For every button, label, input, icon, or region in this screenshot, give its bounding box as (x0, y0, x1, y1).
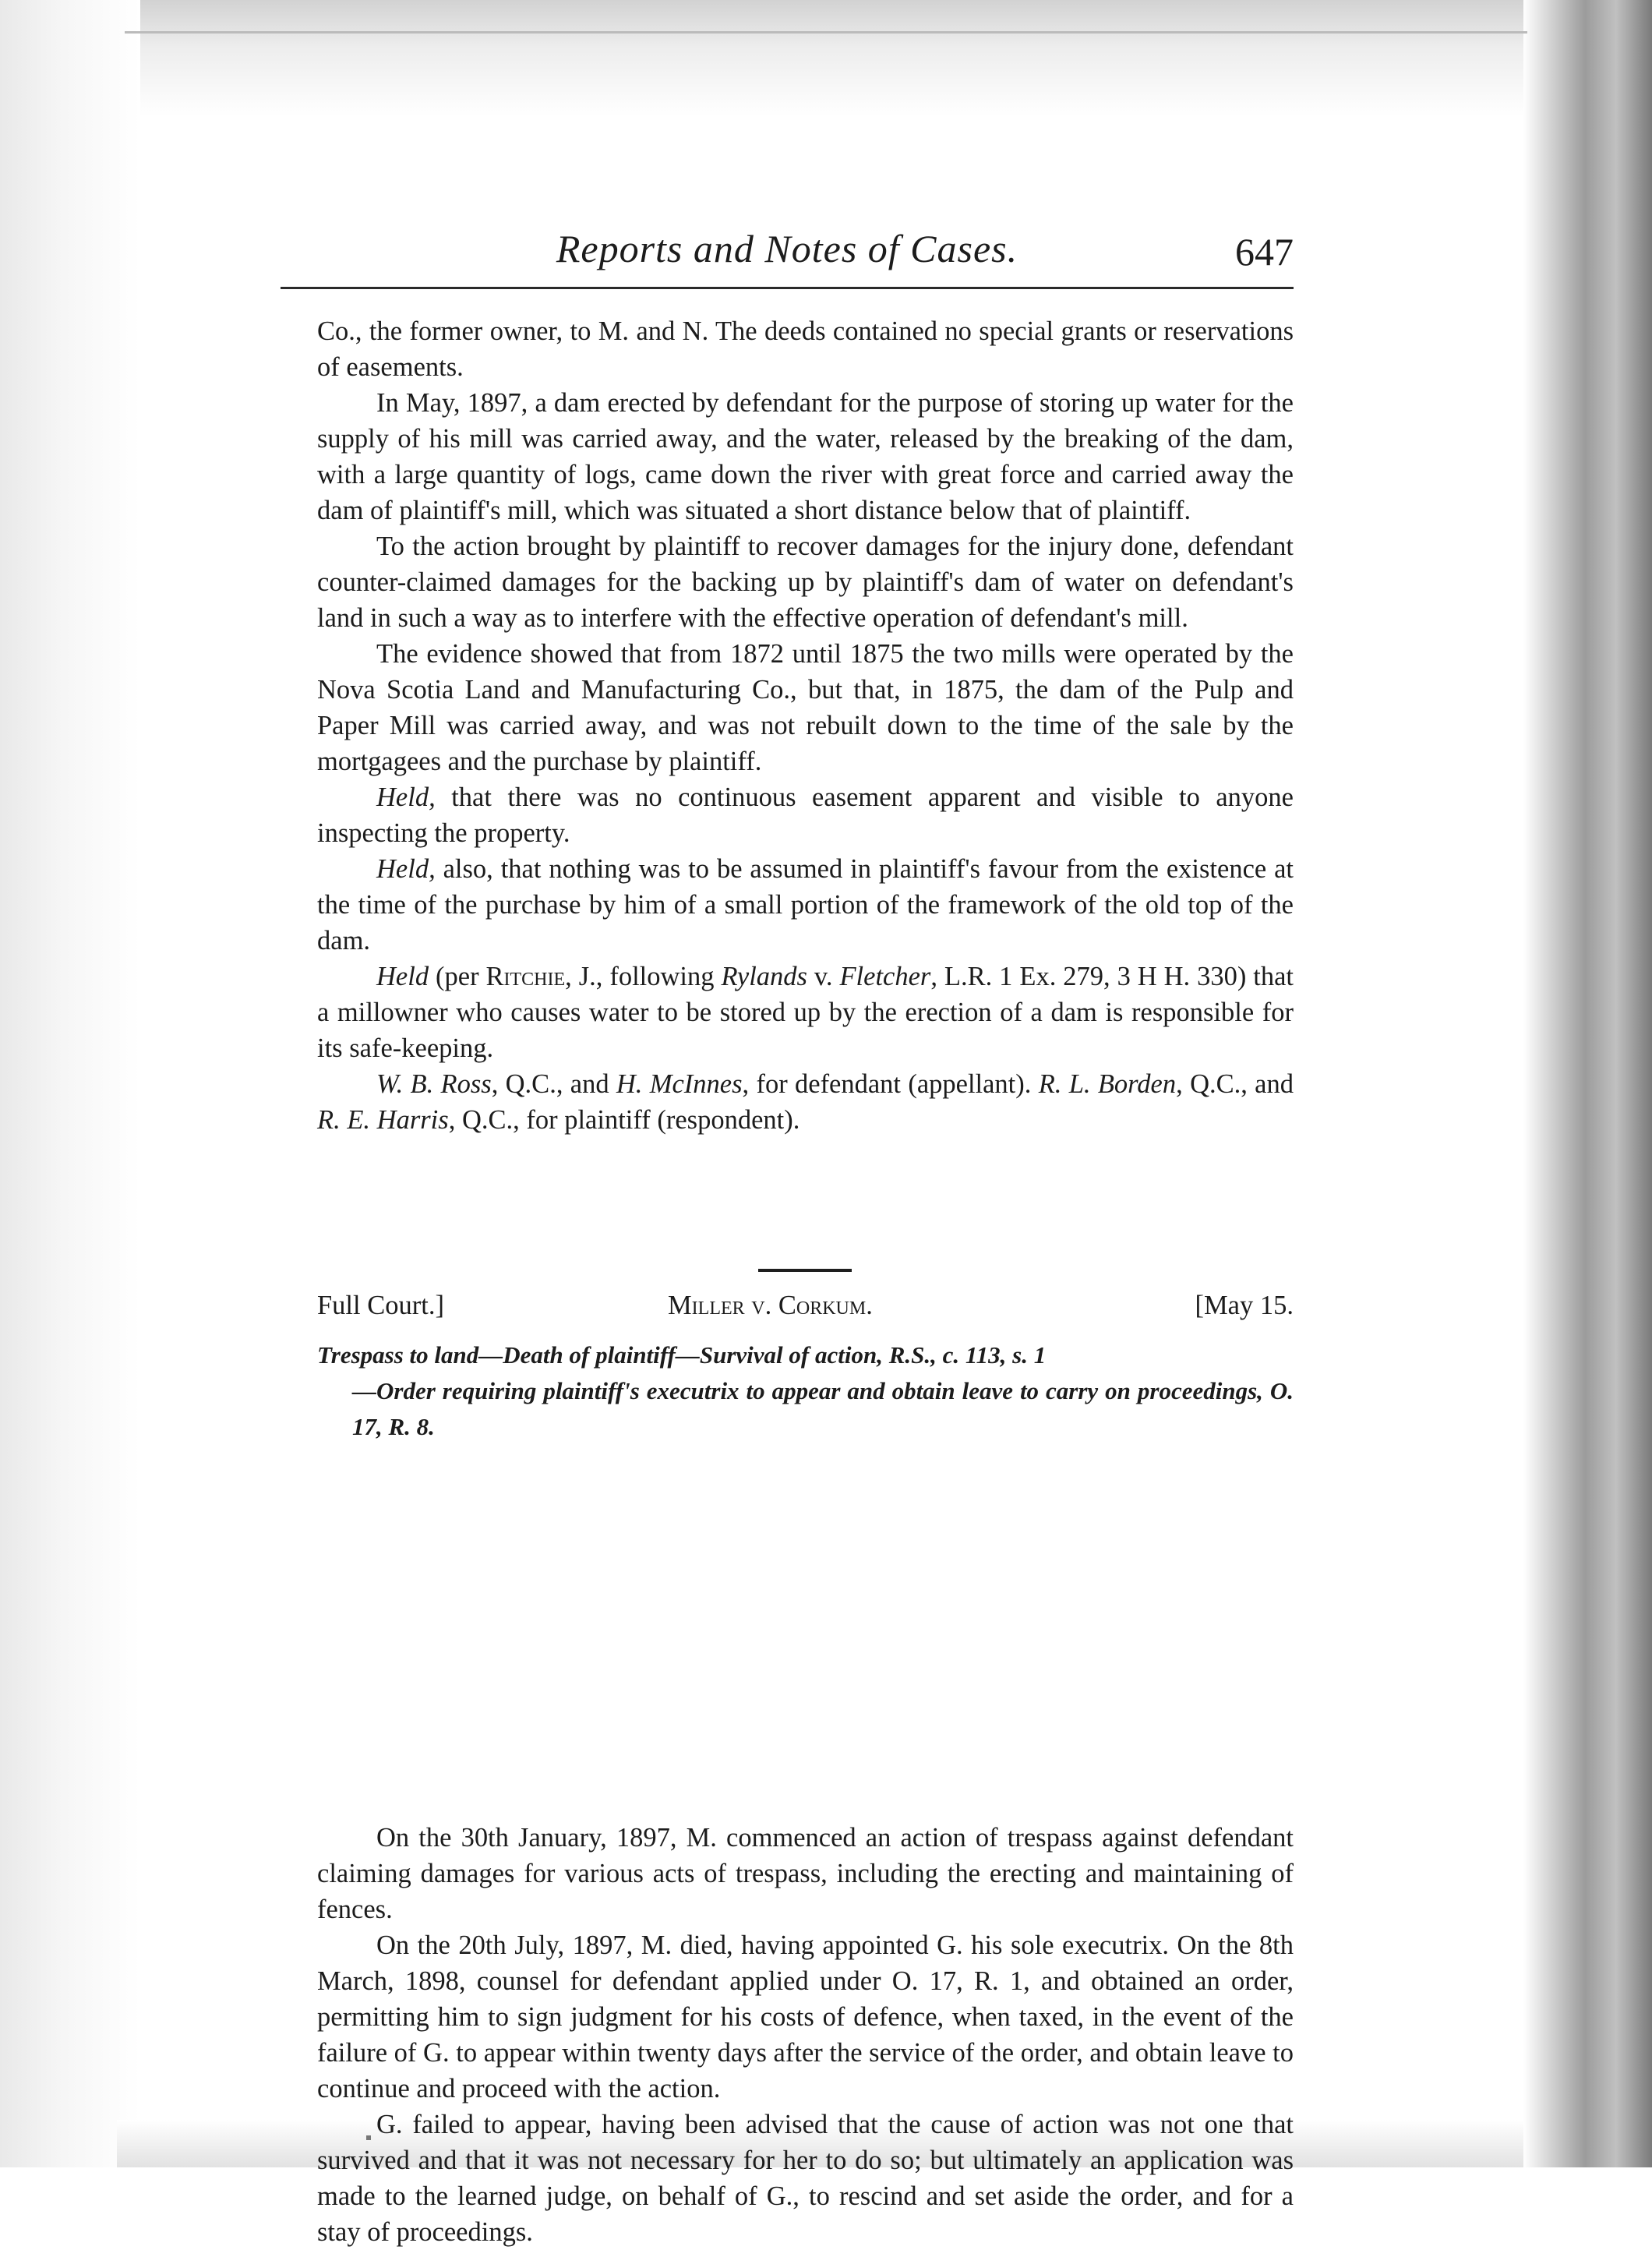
paragraph: The evidence showed that from 1872 until 1875 the two mills were operated by the Nova Scotia Land and Manufacturing Co., but that, in 1875, the dam of the Pulp and Paper Mill was carried away, and was not rebuilt down to the time of the sale by the mortgagees and the purchase by plaintiff. (317, 639, 1294, 776)
held-text: , L.R. 1 Ex. 279, 3 H H. 330) that a millowner who causes water to be stored up by the erection of a dam is responsible for its safe-keeping. (317, 962, 1294, 1063)
held-label: Held, (376, 782, 436, 812)
book-spine-edge (1523, 0, 1652, 2167)
previous-case-text (317, 313, 1294, 1138)
counsel-text: , Q.C., for plaintiff (respondent). (448, 1105, 800, 1135)
court-name: Full Court.] (317, 1291, 444, 1320)
case-name: Fletcher (839, 962, 931, 991)
held-label: Held, (376, 854, 436, 884)
held-text: also, that nothing was to be assumed in plaintiff's favour from the existence at the time of the purchase by him of a small portion of the framework of the old top of the dam. (317, 854, 1294, 955)
page-edge (125, 31, 1527, 57)
paragraph: On the 30th January, 1897, M. commenced an action of trespass against defendant claiming damages for various acts of trespass, including the erecting and maintaining of fences. (317, 1823, 1294, 1924)
scan-shadow-top (0, 0, 1652, 117)
counsel-name: H. McInnes (616, 1069, 743, 1099)
scan-shadow-left (0, 0, 140, 2167)
counsel-text: , Q.C., and (1176, 1069, 1294, 1099)
held-paragraph (317, 851, 1294, 959)
paragraph: To the action brought by plaintiff to recover damages for the injury done, defendant counter-claimed damages for the backing up by plaintiff's dam of water on defendant's land in such a way as to interfere with the effective operation of defendant's mill. (317, 532, 1294, 633)
case-name: Rylands (721, 962, 807, 991)
counsel-text: , for defendant (appellant). (742, 1069, 1039, 1099)
header-rule (281, 287, 1294, 289)
held-text: , J., following (565, 962, 722, 991)
running-title: Reports and Notes of Cases. (556, 227, 1018, 270)
counsel-name: R. E. Harris (317, 1105, 449, 1135)
headnote-line: Trespass to land—Death of plaintiff—Survival of action, R.S., c. 113, s. 1 (317, 1341, 1047, 1369)
case-text (317, 1820, 1294, 2250)
held-text: v. (807, 962, 840, 991)
headnote (317, 1337, 1294, 1445)
counsel-text: , Q.C., and (491, 1069, 616, 1099)
counsel-name: R. L. Borden (1038, 1069, 1177, 1099)
held-text: that there was no continuous easement apparent and visible to anyone inspecting the property. (317, 782, 1294, 848)
counsel-paragraph (317, 1066, 1294, 1138)
judge-name: Ritchie (485, 962, 566, 991)
page-number: 647 (1235, 230, 1294, 274)
case-title: Miller v. Corkum. (668, 1291, 873, 1320)
counsel-name: W. B. Ross (376, 1069, 492, 1099)
held-paragraph (317, 959, 1294, 1066)
scan-speck (366, 2135, 371, 2140)
held-paragraph (317, 779, 1294, 851)
case-separator-rule (758, 1269, 852, 1272)
running-header (281, 226, 1294, 288)
case-heading (317, 1291, 1294, 1330)
paragraph: G. failed to appear, having been advised that the cause of action was not one that survived and that it was not necessary for her to do so; but ultimately an application was made to the learned judge, on behalf of G., to rescind and set aside the order, and for a stay of proceedings. (317, 2110, 1294, 2247)
paragraph: On the 20th July, 1897, M. died, having appointed G. his sole executrix. On the 8th March, 1898, counsel for defendant applied under O. 17, R. 1, and obtained an order, permitting him to sign judgment for his costs of defence, when taxed, in the event of the failure of G. to appear within twenty days after the service of the order, and obtain leave to continue and proceed with the action. (317, 1930, 1294, 2103)
paragraph: In May, 1897, a dam erected by defendant for the purpose of storing up water for the supply of his mill was carried away, and the water, released by the breaking of the dam, with a large quantity of logs, came down the river with great force and carried away the dam of plaintiff's mill, which was situated a short distance below that of plaintiff. (317, 388, 1294, 525)
held-text: (per (429, 962, 486, 991)
headnote-line: —Order requiring plaintiff's executrix to appear and obtain leave to carry on proceedings, O. 17, R. 8. (352, 1377, 1294, 1440)
paragraph: Co., the former owner, to M. and N. The deeds contained no special grants or reservations of easements. (317, 316, 1294, 382)
case-date: [May 15. (1195, 1291, 1294, 1320)
held-label: Held (376, 962, 429, 991)
